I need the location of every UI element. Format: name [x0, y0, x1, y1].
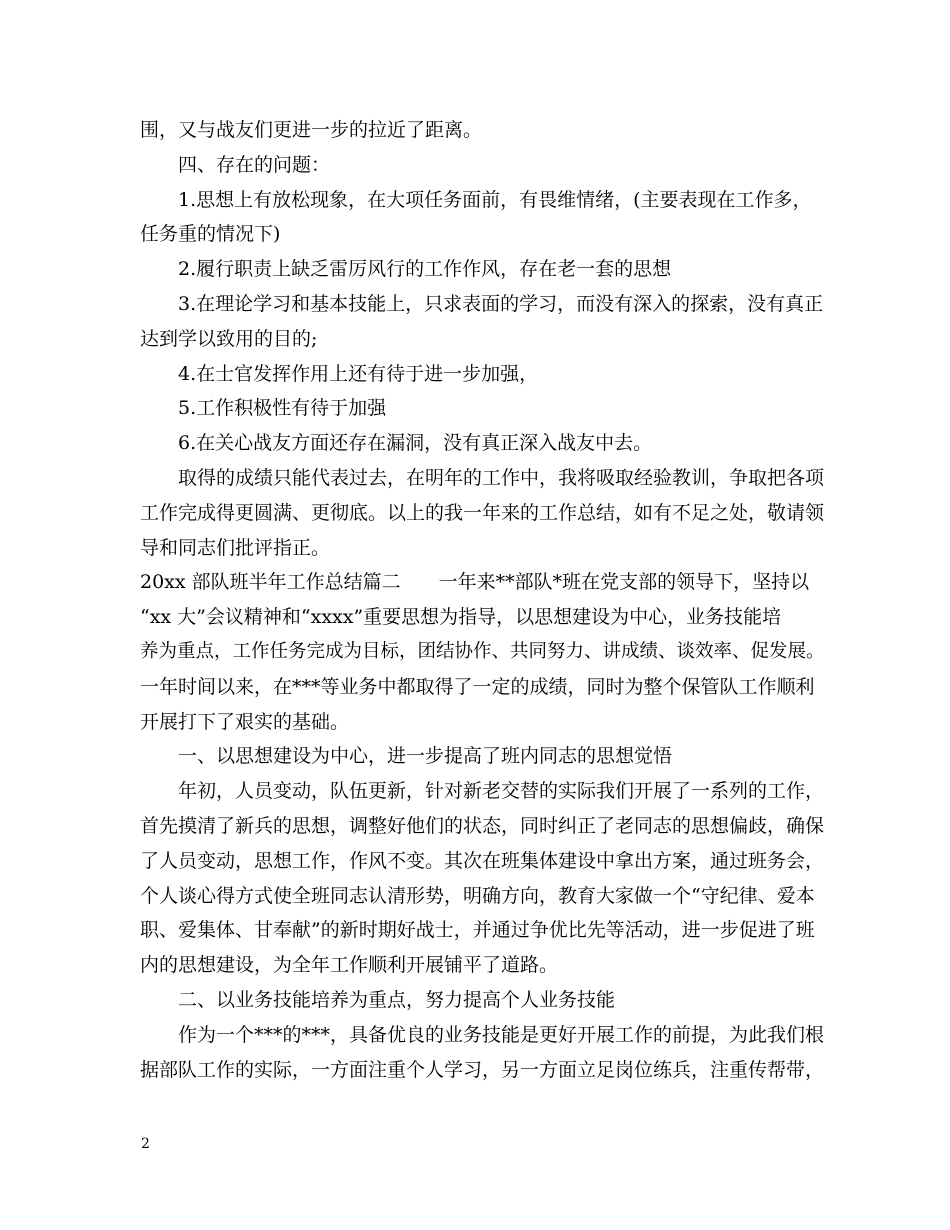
text-line: 导和同志们批评指正。	[140, 536, 331, 559]
text-line: 一、以思想建设为中心，进一步提高了班内同志的思想觉悟	[178, 745, 673, 768]
text-line: 5.工作积极性有待于加强	[178, 397, 387, 420]
text-line: 四、存在的问题：	[178, 153, 331, 176]
text-line: 20xx 部队班半年工作总结篇二 一年来**部队*班在党支部的领导下，坚持以	[140, 571, 810, 594]
page-number: 2	[141, 1136, 150, 1152]
text-line: 6.在关心战友方面还存在漏洞，没有真正深入战友中去。	[178, 432, 653, 455]
text-line: 养为重点，工作任务完成为目标，团结协作、共同努力、讲成绩、谈效率、促发展。	[140, 640, 825, 662]
text-line: 2.履行职责上缺乏雷厉风行的工作作风，存在老一套的思想	[178, 258, 672, 281]
text-line: 了人员变动，思想工作，作风不变。其次在班集体建设中拿出方案，通过班务会，	[140, 849, 825, 872]
text-line: 取得的成绩只能代表过去，在明年的工作中，我将吸取经验教训，争取把各项	[178, 466, 825, 489]
text-line: 3.在理论学习和基本技能上，只求表面的学习，而没有深入的探索，没有真正	[178, 292, 824, 315]
text-line: 1.思想上有放松现象，在大项任务面前，有畏维情绪，(主要表现在工作多，	[178, 188, 812, 211]
document-body	[140, 113, 830, 1087]
text-line: 首先摸清了新兵的思想，调整好他们的状态，同时纠正了老同志的思想偏歧，确保	[140, 814, 825, 837]
text-line: 围，又与战友们更进一步的拉近了距离。	[140, 119, 483, 141]
text-line: 内的思想建设，为全年工作顺利开展铺平了道路。	[140, 954, 559, 977]
text-line: 据部队工作的实际，一方面注重个人学习，另一方面立足岗位练兵，注重传帮带，	[140, 1058, 825, 1081]
text-line: “xx 大”会议精神和“xxxx”重要思想为指导，以思想建设为中心，业务技能培	[140, 606, 782, 629]
text-line: 开展打下了艰实的基础。	[140, 710, 350, 733]
text-line: 二、以业务技能培养为重点，努力提高个人业务技能	[178, 988, 616, 1011]
text-line: 职、爱集体、甘奉献”的新时期好战士，并通过争优比先等活动，进一步促进了班	[140, 919, 815, 942]
text-line: 工作完成得更圆满、更彻底。以上的我一年来的工作总结，如有不足之处，敬请领	[140, 501, 825, 524]
text-line: 任务重的情况下)	[140, 223, 281, 246]
text-line: 一年时间以来，在***等业务中都取得了一定的成绩，同时为整个保管队工作顺利	[140, 675, 815, 698]
text-line: 年初，人员变动，队伍更新，针对新老交替的实际我们开展了一系列的工作，	[178, 780, 825, 803]
text-line: 个人谈心得方式使全班同志认清形势，明确方向，教育大家做一个“守纪律、爱本	[140, 884, 815, 907]
text-line: 4.在士官发挥作用上还有待于进一步加强，	[178, 362, 539, 385]
text-line: 达到学以致用的目的;	[140, 327, 318, 350]
text-line: 作为一个***的***，具备优良的业务技能是更好开展工作的前提，为此我们根	[178, 1023, 825, 1046]
